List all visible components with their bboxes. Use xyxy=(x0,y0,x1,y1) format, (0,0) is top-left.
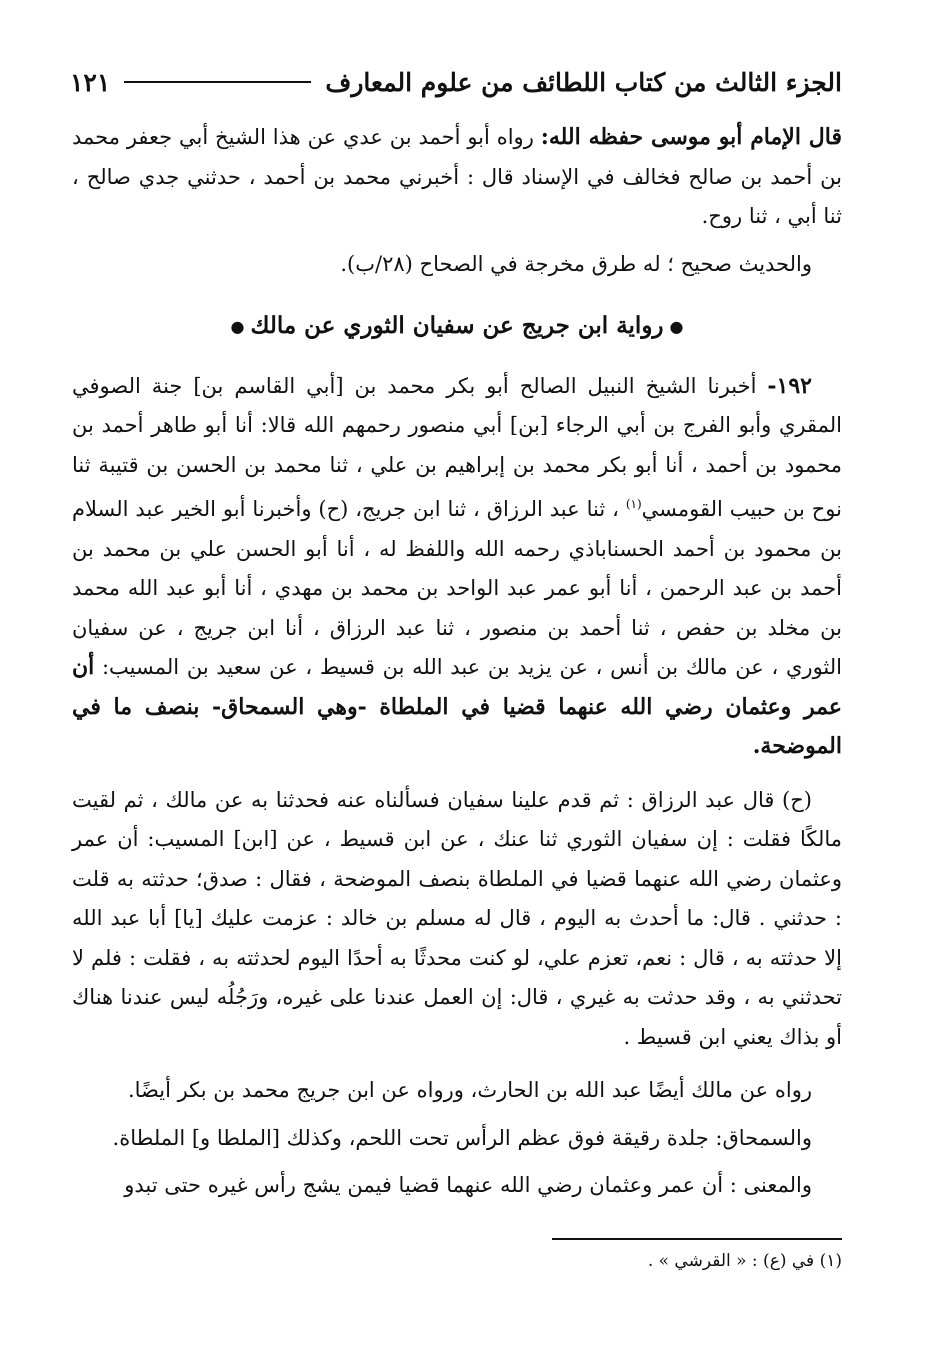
section-heading xyxy=(72,306,842,347)
running-title: الجزء الثالث من كتاب اللطائف من علوم المعارف xyxy=(325,67,842,97)
paragraph-abu-musa xyxy=(72,118,842,237)
bullet-icon: ● xyxy=(669,317,684,337)
hadith-paragraph xyxy=(72,367,842,767)
paragraph-sahih: والحديث صحيح ؛ له طرق مخرجة في الصحاح (٢٨/ب). xyxy=(340,251,812,276)
paragraph-simhaq: والسمحاق: جلدة رقيقة فوق عظم الرأس تحت اللحم، وكذلك [الملطا و] الملطاة. xyxy=(112,1125,812,1150)
paragraph-mana: والمعنى : أن عمر وعثمان رضي الله عنهما قضيا فيمن يشج رأس غيره حتى تبدو xyxy=(124,1173,812,1198)
page-body xyxy=(72,118,842,1206)
paragraph-abdurrazzaq: (ح) قال عبد الرزاق : ثم قدم علينا سفيان فسألناه عنه فحدثنا به عن مالك ، ثم لقيت مالكًا فقلت : إن سفيان الثوري ثنا عنك ، عن ابن قسيط ، عن [ابن] المسيب: أن عمر وعثمان رضي الله عنهما قضيا في الملطاة بنصف الموضحة ، فقال : صدق؛ حدثته به قلت : حدثني . قال: ما أحدث به اليوم ، قال له مسلم بن خالد : عزمت عليك [يا] أبا عبد الله إلا حدثته به ، قال : نعم، تعزم علي، لو كنت محدثًا به أحدًا اليوم لحدثته به ، فقلت : فلم لا تحدثني به ، وقد حدثت به غيري ، قال: إن العمل عندنا على غيره، ورَجُلُه ليس عندنا هناك أو بذاك يعني ابن قسيط . xyxy=(72,787,842,1049)
paragraph-text: رواه أبو أحمد بن عدي عن هذا الشيخ أبي جعفر محمد بن أحمد بن صالح فخالف في الإسناد قال : أخبرني محمد بن أحمد ، حدثني جدي صالح ، ثنا أبي ، ثنا روح. xyxy=(72,125,842,228)
page-number: ١٢١ xyxy=(70,67,111,97)
footnote: (١) في (ع) : « القرشي » . xyxy=(647,1251,842,1271)
paragraph-riwaya: رواه عن مالك أيضًا عبد الله بن الحارث، ورواه عن ابن جريج محمد بن بكر أيضًا. xyxy=(127,1078,812,1103)
bullet-icon: ● xyxy=(230,317,245,337)
paragraph-lead-bold: قال الإمام أبو موسى حفظه الله: xyxy=(540,124,843,150)
page-header xyxy=(70,62,842,102)
hadith-matn: أن عمر وعثمان رضي الله عنهما قضيا في الملطاة -وهي السمحاق- بنصف ما في الموضحة. xyxy=(72,654,842,760)
section-heading-text: رواية ابن جريج عن سفيان الثوري عن مالك xyxy=(250,312,664,339)
footnote-reference: (١) xyxy=(625,497,642,512)
footnote-rule xyxy=(552,1238,842,1240)
hadith-isnad: أخبرنا الشيخ النبيل الصالح أبو بكر محمد بن [أبي القاسم بن] جنة الصوفي المقري وأبو الفرج بن أبي الرجاء [بن] أبي منصور رحمهم الله قالا: أنا أبو طاهر أحمد بن محمود بن أحمد ، أنا أبو بكر محمد بن إبراهيم بن علي ، ثنا محمد بن الحسن بن قتيبة ثنا نوح بن حبيب القومسي xyxy=(72,373,842,522)
hadith-number: ١٩٢- xyxy=(767,372,812,399)
hadith-isnad-continued: ، ثنا عبد الرزاق ، ثنا ابن جريج، (ح) وأخبرنا أبو الخير عبد السلام بن محمود بن أحمد الحسناباذي رحمه الله واللفظ له ، أنا أبو الحسن علي بن محمد بن أحمد بن عبد الرحمن ، أنا أبو عمر عبد الواحد بن محمد بن مهدي ، أنا أبو عبد الله محمد بن مخلد بن حفص ، ثنا أحمد بن منصور ، ثنا عبد الرزاق ، أنا ابن جريج ، عن سفيان الثوري ، عن مالك بن أنس ، عن يزيد بن عبد الله بن قسيط ، عن سعيد بن المسيب: xyxy=(72,497,842,680)
header-rule xyxy=(124,81,311,83)
